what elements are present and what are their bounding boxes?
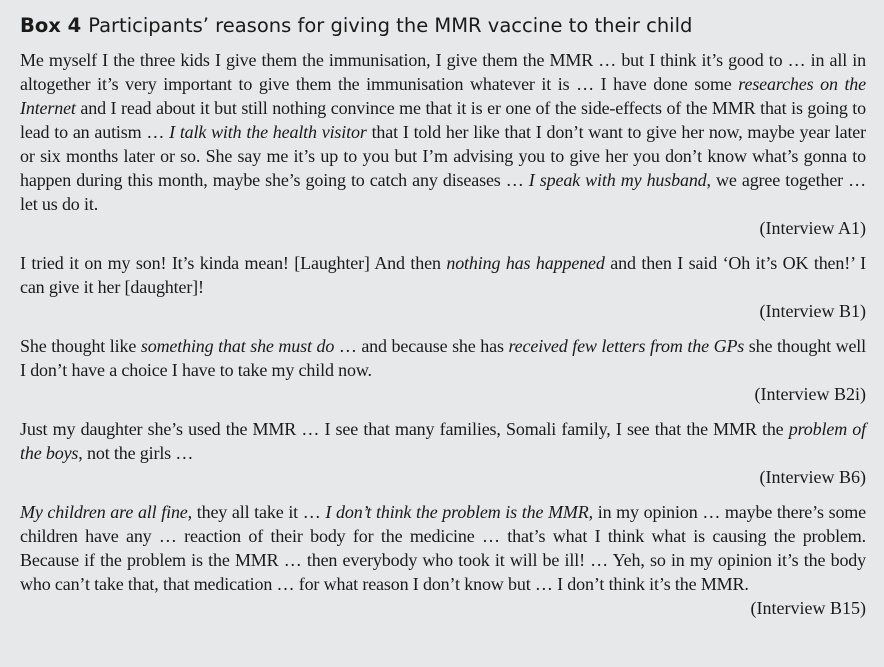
quote-emphasis: problem of the boys <box>20 419 866 463</box>
quote-segment: She thought like <box>20 336 141 356</box>
quote-source: (Interview B15) <box>750 598 866 618</box>
quote-item <box>20 48 866 240</box>
quote-item <box>20 334 866 406</box>
quote-source: (Interview A1) <box>759 218 866 238</box>
quote-segment: , in my opinion … maybe there’s some children have any … reaction of their body for the medicine … that’s what I think what is causing the problem. Because if the problem is the MMR … then everybody who took it will be ill! … Yeh, so in my opinion it’s the body who can’t take that, that medication … for what reason I don’t know but … I don’t think it’s the MMR. <box>20 502 866 594</box>
quote-item <box>20 500 866 620</box>
quote-emphasis: My children are all fine <box>20 502 188 522</box>
quote-segment: I tried it on my son! It’s kinda mean! [Laughter] And then <box>20 253 447 273</box>
quote-segment: and I read about it but still nothing convince me that it is er one of the side-effects of the MMR that is going to lead to an autism … <box>20 98 866 142</box>
quote-emphasis: I speak with my husband <box>528 170 707 190</box>
quote-segment: , we agree together … let us do it. <box>20 170 867 214</box>
box-label: Box 4 <box>20 14 82 37</box>
quote-source: (Interview B2i) <box>754 384 866 404</box>
box-title: Participants’ reasons for giving the MMR vaccine to their child <box>88 14 693 37</box>
quote-segment: that I told her like that I don’t want to give her now, maybe year later or six months later or so. She say me it’s up to you but I’m advising you to give her you don’t know what’s gonna to happen during this month, maybe she’s going to catch any diseases … <box>20 122 866 190</box>
quote-segment: , not the girls … <box>78 443 194 463</box>
quote-source: (Interview B6) <box>759 467 866 487</box>
quote-segment: … and because she has <box>334 336 509 356</box>
quote-text <box>20 417 866 465</box>
quote-text <box>20 48 866 216</box>
quote-segment: Me myself I the three kids I give them the immunisation, I give them the MMR … but I think it’s good to … in all in altogether it’s very important to give them the immunisation whatever it is … I have done some <box>20 50 866 94</box>
quote-source: (Interview B1) <box>759 301 866 321</box>
quote-emphasis: I don’t think the problem is the MMR <box>325 502 589 522</box>
quote-text <box>20 251 866 299</box>
box-heading <box>20 12 866 40</box>
quote-text <box>20 500 866 596</box>
quote-emphasis: researches on the Internet <box>20 74 866 118</box>
quote-text <box>20 334 866 382</box>
quote-item <box>20 417 866 489</box>
quote-segment: , they all take it … <box>187 502 326 522</box>
quote-emphasis: nothing has happened <box>446 253 605 273</box>
quote-emphasis: I talk with the health visitor <box>169 122 367 142</box>
quote-segment: she thought well I don’t have a choice I have to take my child now. <box>20 336 866 380</box>
quote-segment: Just my daughter she’s used the MMR … I see that many families, Somali family, I see that the MMR the <box>20 419 789 439</box>
quote-emphasis: received few letters from the GPs <box>508 336 745 356</box>
quote-item <box>20 251 866 323</box>
quote-segment: and then I said ‘Oh it’s OK then!’ I can give it her [daughter]! <box>20 253 866 297</box>
quote-emphasis: something that she must do <box>140 336 335 356</box>
